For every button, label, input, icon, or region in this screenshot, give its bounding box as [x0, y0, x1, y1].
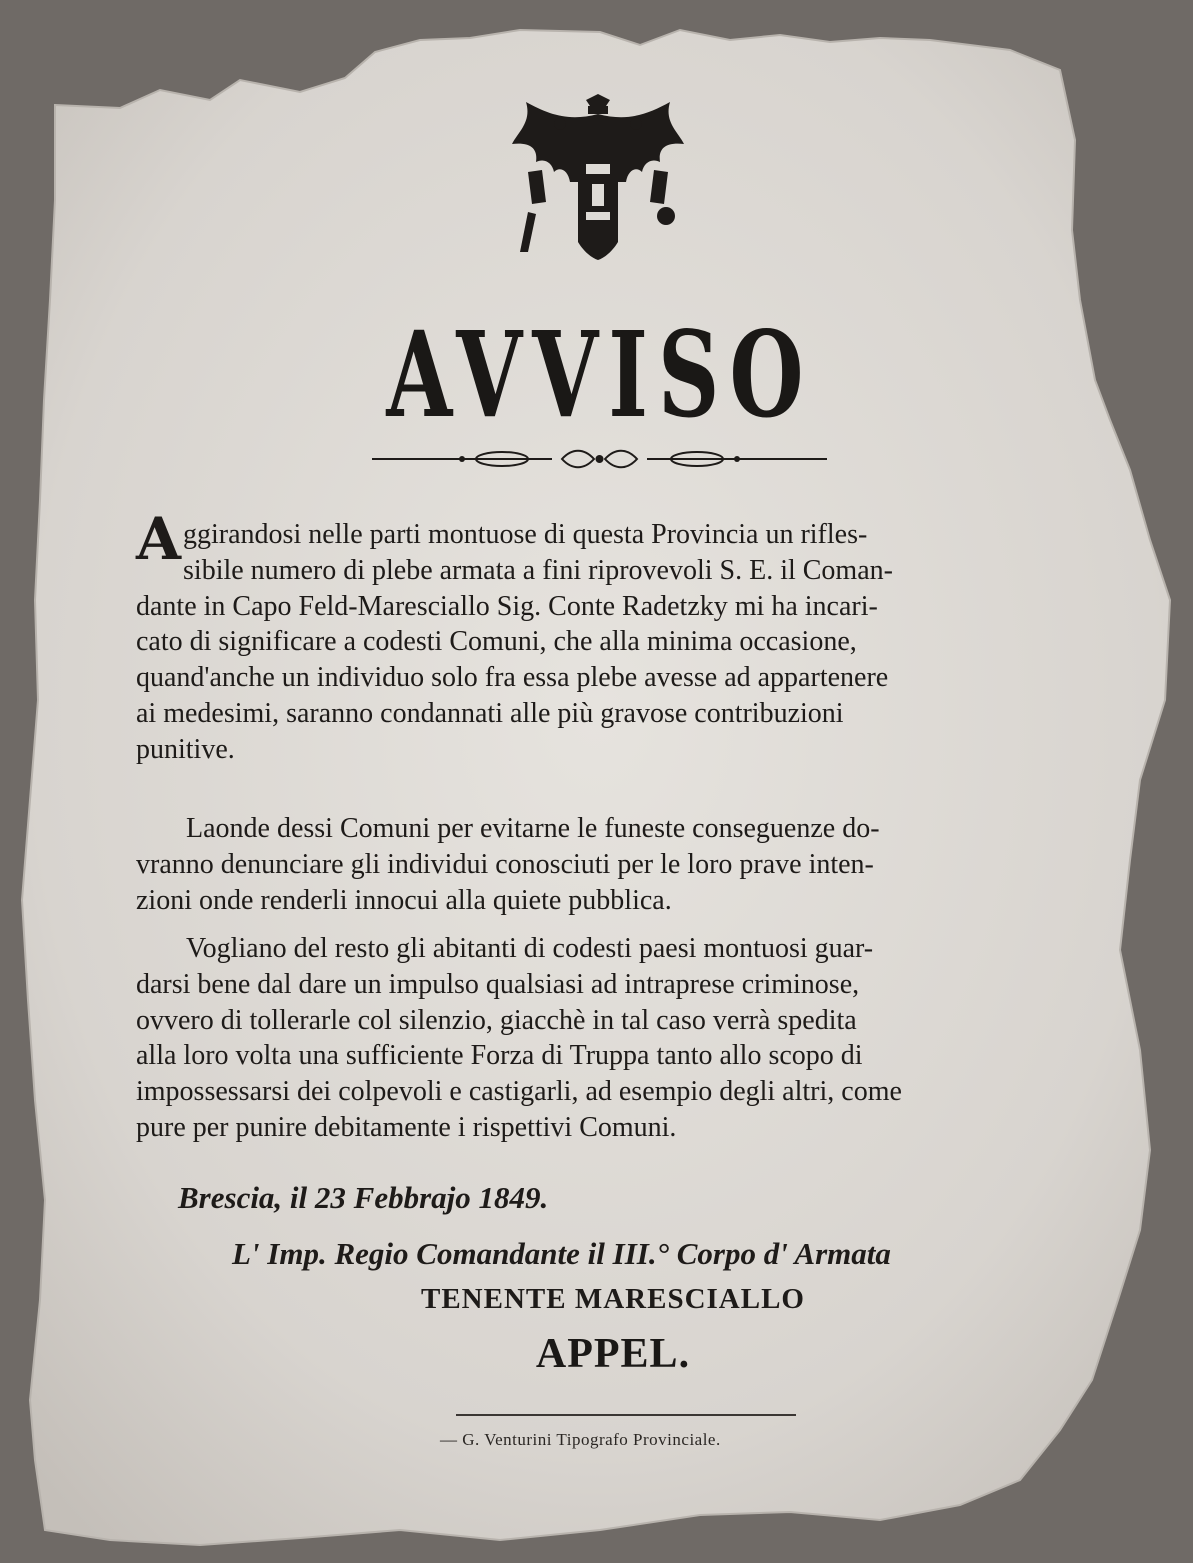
signature-rank: TENENTE MARESCIALLO: [421, 1283, 805, 1315]
text-line: zioni onde renderli innocui alla quiete pubblica.: [136, 884, 672, 916]
paragraph-2: [136, 811, 1046, 918]
text-line: Laonde dessi Comuni per evitarne le funeste conseguenze do-: [186, 813, 880, 844]
text-line: alla loro volta una sufficiente Forza di Truppa tanto allo scopo di: [136, 1040, 863, 1072]
divider-rule: [456, 1414, 796, 1416]
printer-credit: — G. Venturini Tipografo Provinciale.: [440, 1430, 721, 1449]
text-line: punitive.: [136, 733, 235, 765]
notice-title: AVVISO: [386, 305, 814, 444]
text-line: Vogliano del resto gli abitanti di codesti paesi montuosi guar-: [186, 933, 874, 964]
text-line: cato di significare a codesti Comuni, che alla minima occasione,: [136, 626, 857, 658]
text-line: pure per punire debitamente i rispettivi Comuni.: [136, 1111, 677, 1143]
text-line: quand'anche un individuo solo fra essa plebe avesse ad appartenere: [136, 662, 889, 694]
text-line: dante in Capo Feld-Maresciallo Sig. Conte Radetzky mi ha incari-: [136, 590, 878, 622]
paragraph-1: [136, 505, 1046, 768]
dropcap-letter: A: [136, 505, 182, 573]
ornamental-divider-icon: [372, 444, 827, 474]
text-line: sibile numero di plebe armata a fini riprovevoli S. E. il Coman-: [183, 554, 893, 586]
text-line: impossessarsi dei colpevoli e castigarli, ad esempio degli altri, come: [136, 1076, 902, 1108]
signature-office: L' Imp. Regio Comandante il III.° Corpo d' Armata: [232, 1236, 891, 1271]
text-line: ai medesimi, saranno condannati alle più gravose contribuzioni: [136, 697, 844, 729]
paragraph-3: [136, 931, 1046, 1146]
date-line: Brescia, il 23 Febbrajo 1849.: [178, 1180, 549, 1215]
double-headed-eagle-icon: [508, 92, 688, 264]
text-line: vranno denunciare gli individui conosciuti per le loro prave inten-: [136, 848, 874, 880]
signature-name: APPEL.: [535, 1331, 691, 1377]
text-line: darsi bene dal dare un impulso qualsiasi ad intraprese criminose,: [136, 968, 860, 1000]
text-line: ggirandosi nelle parti montuose di questa Provincia un rifles-: [183, 519, 868, 550]
text-line: ovvero di tollerarle col silenzio, giacchè in tal caso verrà spedita: [136, 1004, 857, 1036]
